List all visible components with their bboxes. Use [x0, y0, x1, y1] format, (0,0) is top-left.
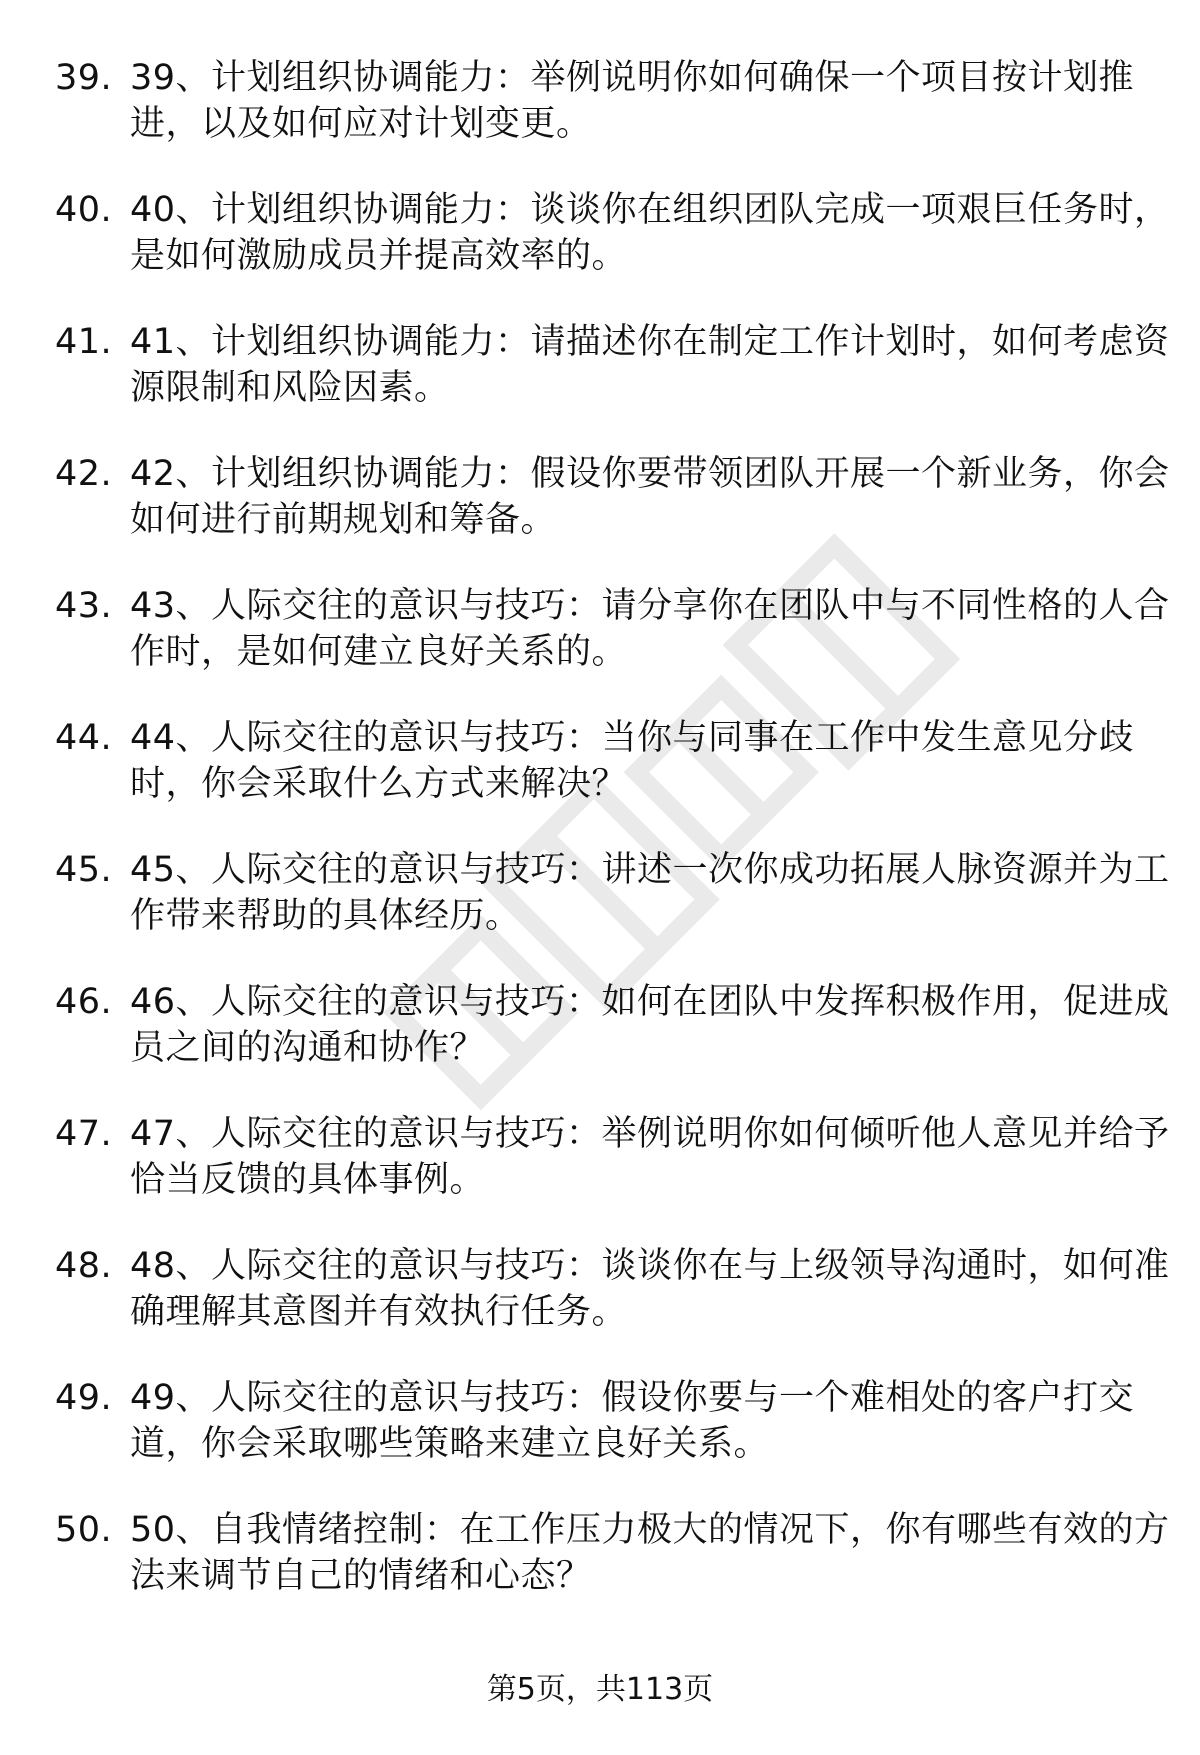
- question-item: [55, 1375, 1145, 1507]
- question-number: 46.: [55, 982, 113, 1022]
- question-text: 40、计划组织协调能力：谈谈你在组织团队完成一项艰巨任务时，是如何激励成员并提高效率的。: [130, 190, 1170, 276]
- question-text: 46、人际交往的意识与技巧：如何在团队中发挥积极作用，促进成员之间的沟通和协作？: [130, 982, 1170, 1068]
- question-text: 41、计划组织协调能力：请描述你在制定工作计划时，如何考虑资源限制和风险因素。: [130, 322, 1170, 408]
- question-item: [55, 451, 1170, 583]
- question-text: 39、计划组织协调能力：举例说明你如何确保一个项目按计划推进，以及如何应对计划变更。: [130, 58, 1135, 144]
- question-item: [55, 583, 1170, 715]
- question-text: 44、人际交往的意识与技巧：当你与同事在工作中发生意见分歧时，你会采取什么方式来解决？: [130, 718, 1135, 804]
- question-item: [55, 1111, 1170, 1243]
- question-number: 40.: [55, 190, 113, 230]
- question-item: [55, 979, 1170, 1111]
- question-text: 49、人际交往的意识与技巧：假设你要与一个难相处的客户打交道，你会采取哪些策略来建立良好关系。: [130, 1378, 1135, 1464]
- page-indicator: 第5页，共113页: [486, 1672, 714, 1707]
- question-number: 48.: [55, 1246, 113, 1286]
- question-number: 49.: [55, 1378, 113, 1418]
- question-number: 41.: [55, 322, 113, 362]
- question-item: [55, 187, 1170, 319]
- question-number: 43.: [55, 586, 113, 626]
- question-text: 48、人际交往的意识与技巧：谈谈你在与上级领导沟通时，如何准确理解其意图并有效执行任务。: [130, 1246, 1170, 1332]
- question-number: 44.: [55, 718, 113, 758]
- question-text: 42、计划组织协调能力：假设你要带领团队开展一个新业务，你会如何进行前期规划和筹备。: [130, 454, 1170, 540]
- question-item: [55, 847, 1170, 979]
- question-item: [55, 55, 1145, 187]
- question-number: 45.: [55, 850, 113, 890]
- question-item: [55, 1243, 1170, 1375]
- question-text: 45、人际交往的意识与技巧：讲述一次你成功拓展人脉资源并为工作带来帮助的具体经历。: [130, 850, 1170, 936]
- question-list: [55, 55, 1170, 1639]
- question-text: 43、人际交往的意识与技巧：请分享你在团队中与不同性格的人合作时，是如何建立良好关系的。: [130, 586, 1170, 672]
- question-item: [55, 715, 1145, 847]
- question-number: 47.: [55, 1114, 113, 1154]
- question-item: [55, 319, 1170, 451]
- question-text: 50、自我情绪控制：在工作压力极大的情况下，你有哪些有效的方法来调节自己的情绪和心态？: [130, 1510, 1170, 1596]
- question-item: [55, 1507, 1170, 1639]
- question-number: 50.: [55, 1510, 113, 1550]
- question-text: 47、人际交往的意识与技巧：举例说明你如何倾听他人意见并给予恰当反馈的具体事例。: [130, 1114, 1170, 1200]
- question-number: 39.: [55, 58, 113, 98]
- question-number: 42.: [55, 454, 113, 494]
